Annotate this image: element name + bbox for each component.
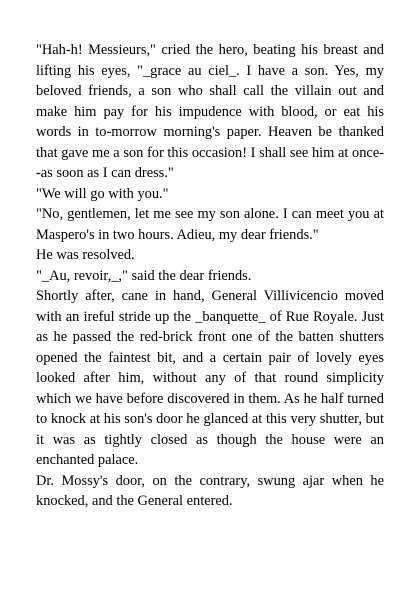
paragraph-au-revoir: "_Au, revoir,_," said the dear friends. (36, 267, 252, 284)
paragraph-resolved: He was resolved. (36, 247, 135, 263)
paragraph-general-stride: Shortly after, cane in hand, General Villivicencio moved with an ireful stride up the _banquette_ of Rue Royale. Just as he passed the red-brick front one of the batten shutters opened the faintest bit, and a certain pair of lovely eyes looked after him, without any of that round simplicity which we have before discovered in them. As he half turned to knock at his son's door he glanced at this very shutter, but it was as tightly closed as though the house were an enchanted palace. (36, 288, 384, 468)
paragraph-general-reply: "No, gentlemen, let me see my son alone. I can meet you at Maspero's in two hours. Adieu, my dear friends." (36, 206, 384, 243)
paragraph-hero-speech: "Hah-h! Messieurs," cried the hero, beating his breast and lifting his eyes, "_grace au ciel_. I have a son. Yes, my beloved friends, a son who shall call the villain out and make him pay for his impudence with blood, or eat his words in to-morrow morning's paper. Heaven be thanked that gave me a son for this occasion! I shall see him at once--as soon as I can dress." (36, 42, 384, 181)
paragraph-friends-reply: "We will go with you." (36, 185, 169, 202)
paragraph-door-ajar: Dr. Mossy's door, on the contrary, swung ajar when he knocked, and the General entered. (36, 472, 384, 509)
text-body (36, 40, 384, 512)
